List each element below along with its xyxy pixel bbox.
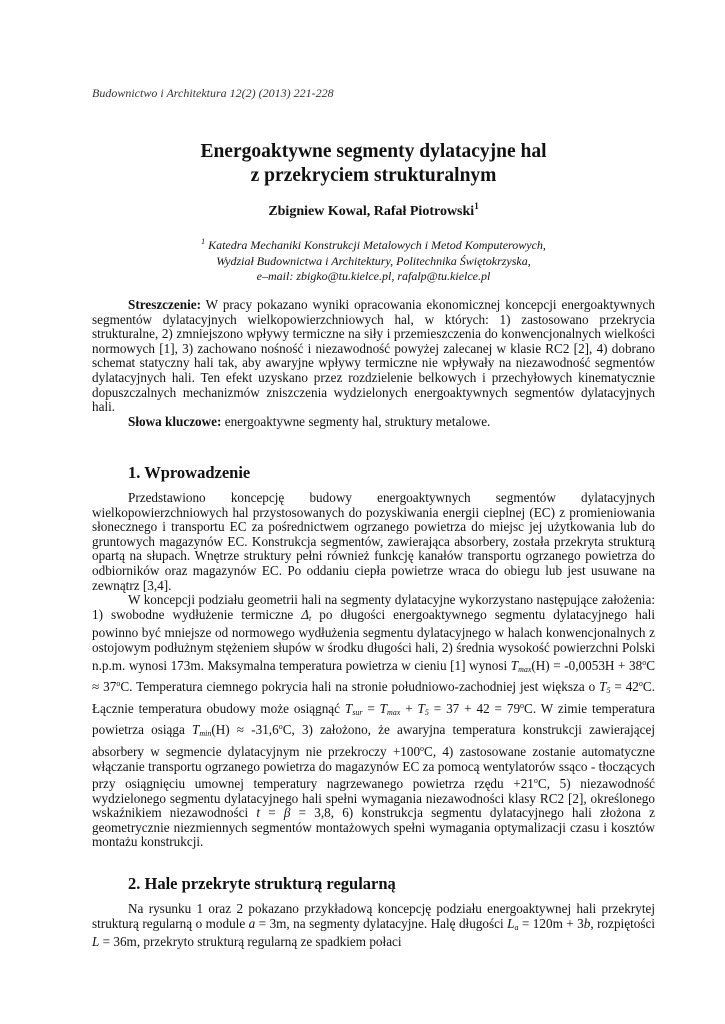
title-line-2: z przekryciem strukturalnym	[250, 165, 497, 186]
section-1-heading: 1. Wprowadzenie	[128, 463, 251, 482]
author-names: Zbigniew Kowal, Rafał Piotrowski	[268, 204, 475, 219]
section-2-body	[92, 902, 655, 950]
abstract	[92, 298, 655, 429]
section-2-paragraph-1: Na rysunku 1 oraz 2 pokazano przykładową koncepcję podziału energoaktywnej hali przekrytej strukturą regularną o module a = 3m, na segmenty dylatacyjne. Halę długości $L_a = 120m + 3b$, rozpiętości L = 36m, przekryto strukturą regularną ze spadkiem połaci	[92, 901, 655, 950]
authors	[92, 201, 655, 220]
author-affiliation-mark: 1	[474, 201, 479, 211]
section-1-paragraph-2: W koncepcji podziału geometrii hali na segmenty dylatacyjne wykorzystano następujące założenia: 1) swobodne wydłużenie termiczne $\Delta_t$ po długości energoaktywnego segmentu dylatacyjnego hali powinno być mniejsze od normowego wydłużenia segmentu dylatacyjnego w halach konwencjonalnych z ostojowym podłużnym stężeniem słupów w środku długości hali, 2) średnia wysokość powierzchni Polski n.p.m. wynosi 173m. Maksymalna temperatura powietrza w cieniu [1] wynosi $T_{max}(H) = -0,0053H + 38^oC \approx 37^oC$. Temperatura ciemnego pokrycia hali na stronie południowo-zachodniej jest większa o $T_5 = 42^oC$. Łącznie temperatura obudowy może osiągnąć $T_{sur} = T_{max} + T_5 = 37 + 42 = 79^oC$. W zimie temperatura powietrza osiąga $T_{min}(H) \approx -31,6^oC$, 3) założono, że awaryjna temperatura konstrukcji zawierającej absorbery w segmencie dylatacyjnym nie przekroczy $+100^oC$, 4) zastosowane zostanie automatyczne włączanie transportu ogrzanego powietrza do magazynów EC za pomocą wentylatorów ssąco - tłoczących przy osiągnięciu umownej temperatury nagrzewanego powietrza rzędu $+21^oC$, 5) niezawodność wydzielonego segmentu dylatacyjnego hali spełni wymagania niezawodności klasy RC2 [2], określonego wskaźnikiem niezawodności t = β = 3,8, 6) konstrukcja segmentu dylatacyjnego hali złożona z geometrycznie niezmiennych segmentów montażowych spełni wymagania optymalizacji czasu i kosztów montażu konstrukcji.	[92, 592, 656, 850]
keywords-label: Słowa kluczowe:	[128, 413, 222, 429]
journal-header: Budownictwo i Architektura 12(2) (2013) 221-228	[92, 86, 334, 100]
affiliation-email: e–mail: zbigko@tu.kielce.pl, rafalp@tu.kielce.pl	[256, 269, 491, 283]
abstract-text: Streszczenie: W pracy pokazano wyniki opracowania ekonomicznej koncepcji energoaktywnych segmentów dylatacyjnych wielkopowierzchniowych hal, w których: 1) zastosowano przekrycia strukturalne, 2) zmniejszono wpływy termiczne na siły i przemieszczenia do konwencjonalnych wielkości normowych [1], 3) zachowano nośność i niezawodność powyżej zalecanej w klasie RC2 [2], 4) dobrano schemat statyczny hali tak, aby awaryjne wpływy termiczne nie wpływały na niezawodność segmentów dylatacyjnych hali. Ten efekt uzyskano przez rozdzielenie belkowych i przechyłowych kinematycznie dopuszczalnych mechanizmów zniszczenia wydzielonych energoaktywnych segmentów dylatacyjnych hali.	[92, 297, 655, 415]
section-1-body	[92, 491, 655, 850]
affiliation	[92, 234, 655, 285]
affiliation-line-2: Wydział Budownictwa i Architektury, Politechnika Świętokrzyska,	[216, 253, 531, 268]
section-1-paragraph-1: Przedstawiono koncepcję budowy energoaktywnych segmentów dylatacyjnych wielkopowierzchniowych hal przystosowanych do pozyskiwania energii cieplnej (EC) z promieniowania słonecznego i transportu EC za pośrednictwem ogrzanego powietrza do miejsc jej użytkowania lub do gruntowych magazynów EC. Konstrukcja segmentów, zawierająca absorbery, została przekryta strukturą opartą na słupach. Wnętrze struktury pełni również funkcję kanałów transportu ogrzanego powietrza do odbiorników oraz magazynów EC. Po oddaniu ciepła powietrze wraca do obiegu lub jest usuwane na zewnątrz [3,4].	[92, 490, 655, 593]
affiliation-line-1: $^1$ Katedra Mechaniki Konstrukcji Metalowych i Metod Komputerowych,	[201, 237, 546, 252]
abstract-label: Streszczenie:	[128, 297, 201, 312]
affiliation-mark: 1	[201, 237, 206, 246]
paper-title	[92, 140, 655, 188]
section-2-heading: 2. Hale przekryte strukturą regularną	[128, 874, 396, 893]
keywords: Słowa kluczowe: energoaktywne segmenty hal, struktury metalowe.	[128, 413, 491, 429]
title-line-1: Energoaktywne segmenty dylatacyjne hal	[200, 141, 547, 162]
